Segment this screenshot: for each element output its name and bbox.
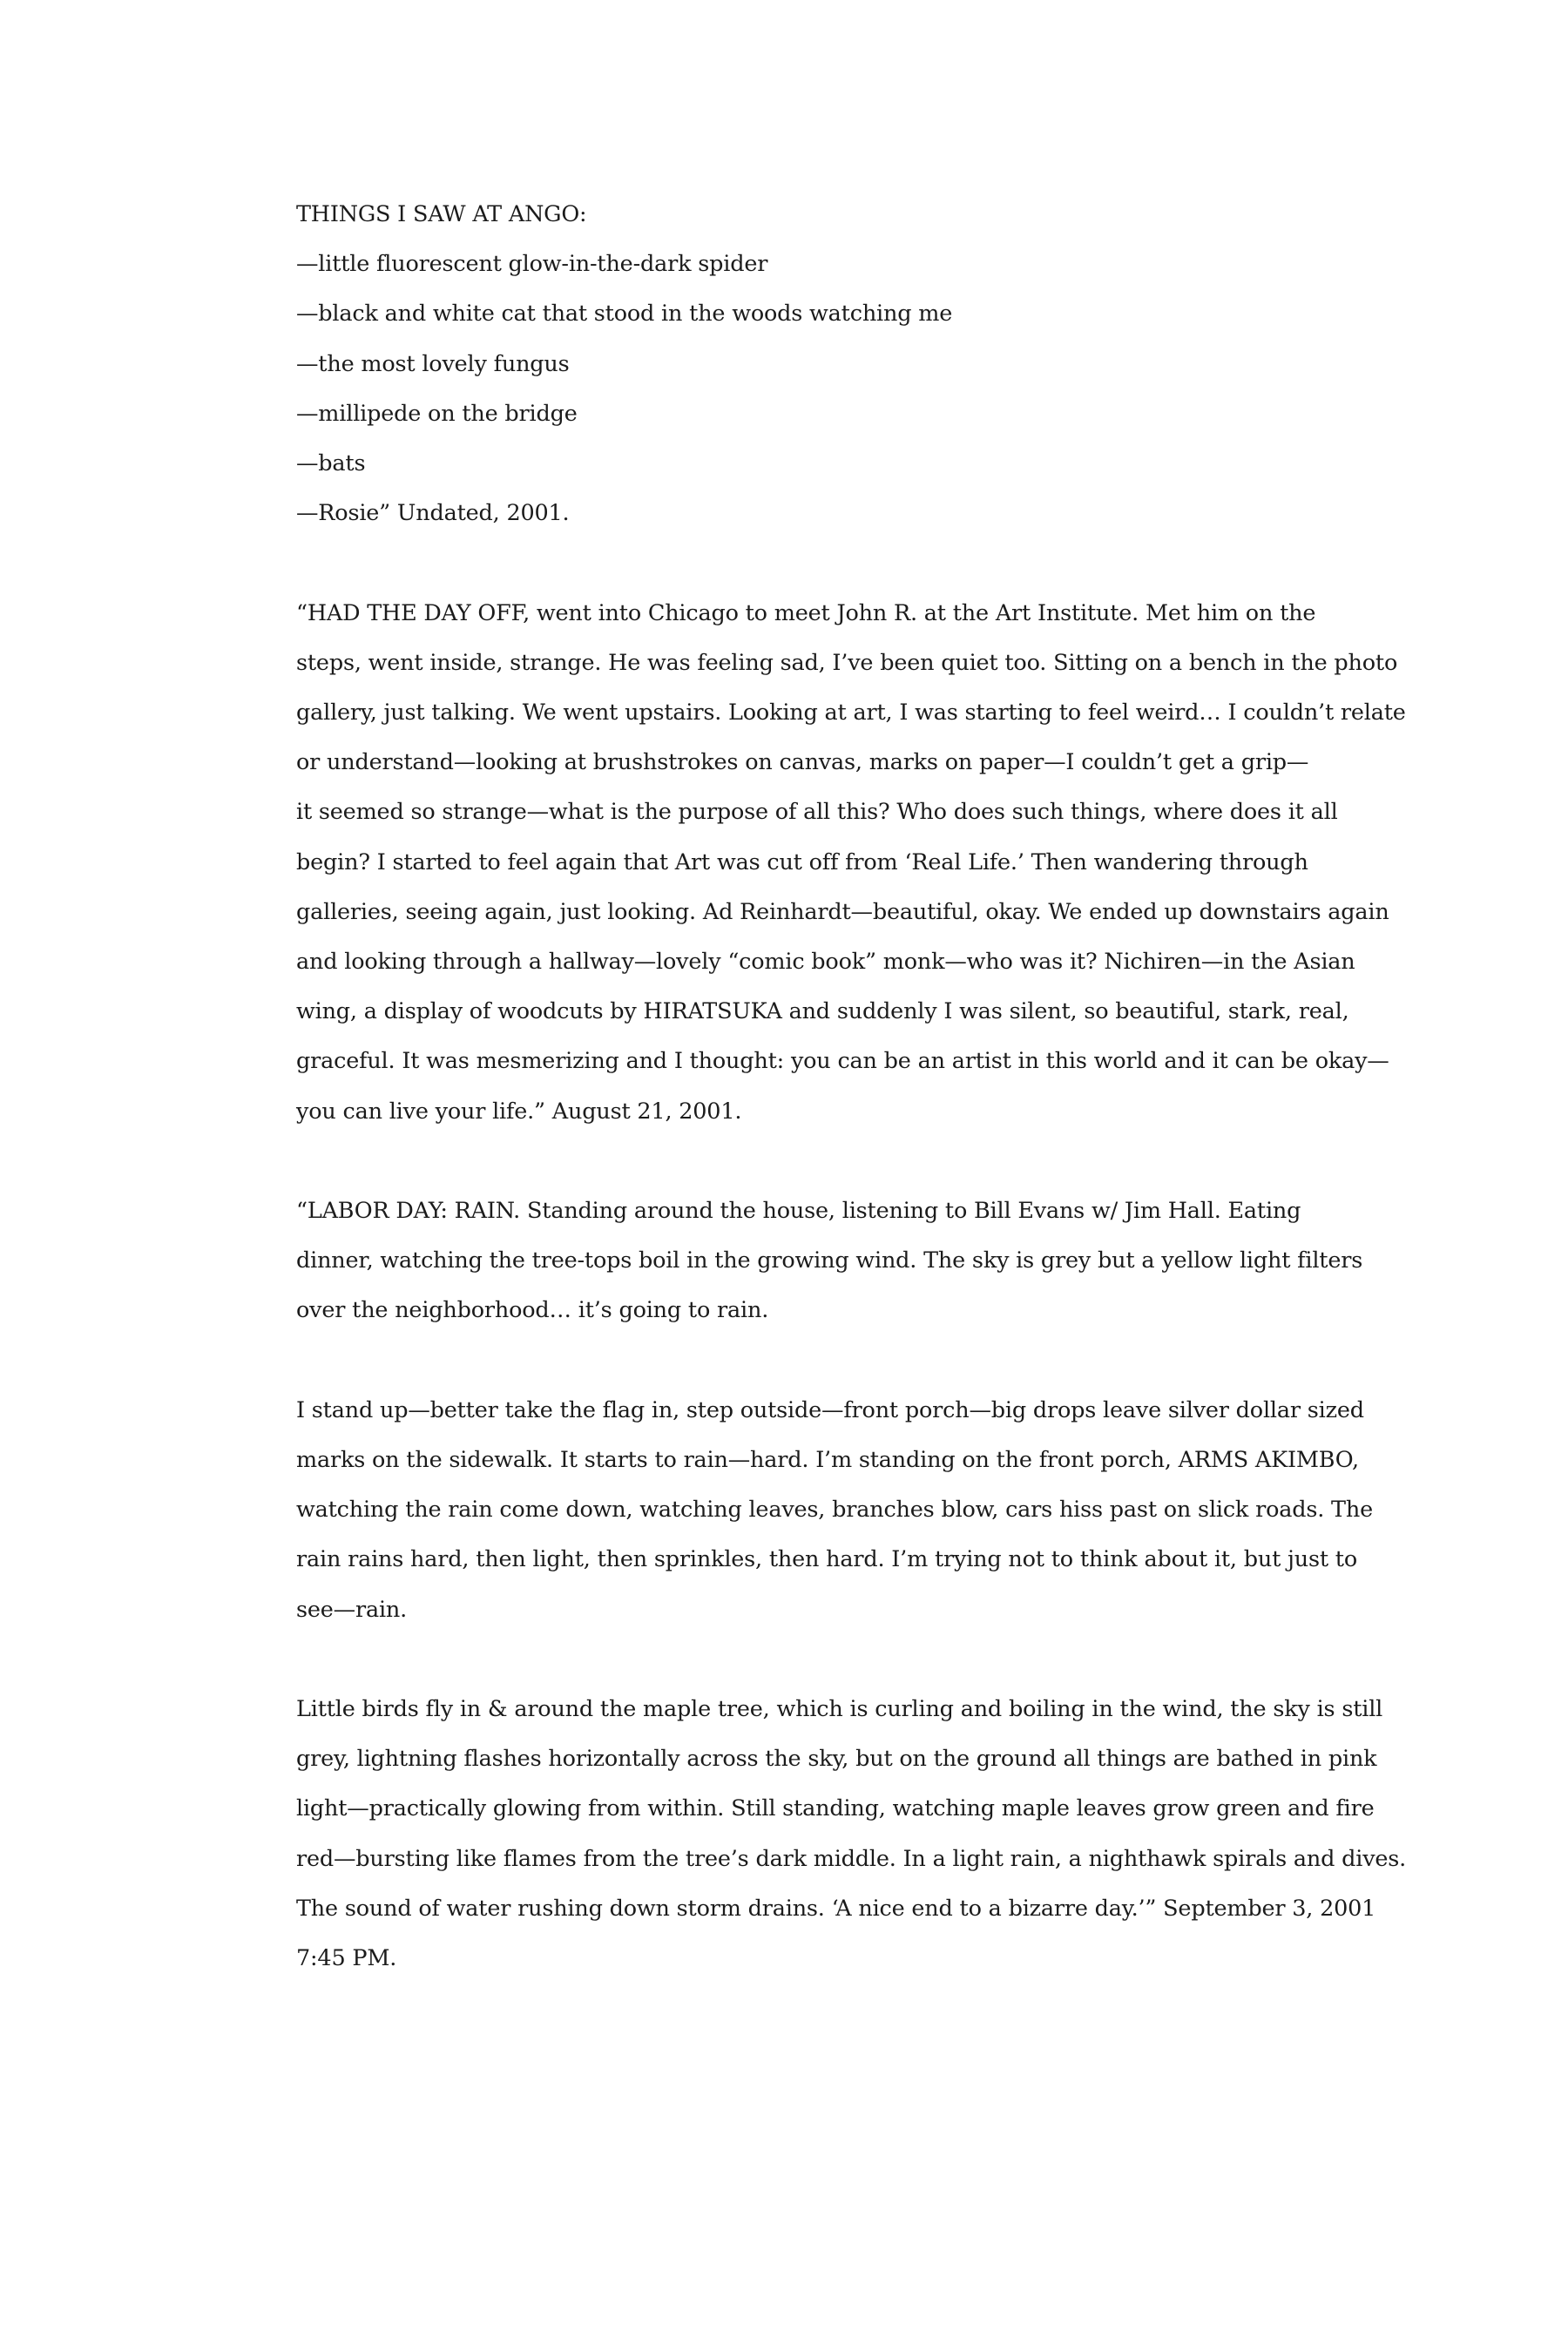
entry-sep3-paragraph-2 bbox=[296, 1386, 1373, 1635]
journal-page bbox=[296, 190, 1407, 1984]
things-list bbox=[296, 190, 1281, 538]
text-line: or understand—looking at brushstrokes on canvas, marks on paper—I couldn’t get a grip— bbox=[296, 749, 1309, 776]
text-line: and looking through a hallway—lovely “comic book” monk—who was it? Nichiren—in the Asian bbox=[296, 949, 1355, 976]
text-line: galleries, seeing again, just looking. Ad Reinhardt—beautiful, okay. We ended up downstairs again bbox=[296, 898, 1389, 925]
text-line: light—practically glowing from within. Still standing, watching maple leaves grow green and fire bbox=[296, 1795, 1375, 1822]
entry-sep3-paragraph-3 bbox=[296, 1685, 1407, 1984]
text-line: over the neighborhood… it’s going to rain. bbox=[296, 1297, 769, 1324]
list-item: —bats bbox=[296, 450, 366, 477]
text-line: grey, lightning flashes horizontally across the sky, but on the ground all things are bathed in pink bbox=[296, 1746, 1377, 1773]
text-line: The sound of water rushing down storm drains. ‘A nice end to a bizarre day.’” September 3, 2001 bbox=[296, 1895, 1376, 1922]
paragraph-gap bbox=[296, 1137, 1281, 1186]
list-heading: THINGS I SAW AT ANGO: bbox=[296, 201, 587, 227]
text-line: Little birds fly in & around the maple tree, which is curling and boiling in the wind, the sky is still bbox=[296, 1696, 1383, 1723]
text-line: “HAD THE DAY OFF, went into Chicago to meet John R. at the Art Institute. Met him on the bbox=[296, 599, 1316, 626]
entry-august-21 bbox=[296, 589, 1406, 1137]
text-line: you can live your life.” August 21, 2001. bbox=[296, 1098, 742, 1125]
text-line: red—bursting like flames from the tree’s dark middle. In a light rain, a nighthawk spirals and dives. bbox=[296, 1845, 1407, 1872]
list-item: —the most lovely fungus bbox=[296, 350, 570, 377]
list-item: —little fluorescent glow-in-the-dark spider bbox=[296, 251, 768, 278]
text-line: dinner, watching the tree-tops boil in the growing wind. The sky is grey but a yellow light filters bbox=[296, 1247, 1363, 1274]
text-line: rain rains hard, then light, then sprinkles, then hard. I’m trying not to think about it, but just to bbox=[296, 1546, 1357, 1573]
text-line: gallery, just talking. We went upstairs. Looking at art, I was starting to feel weird… I couldn’t relate bbox=[296, 700, 1406, 727]
text-line: graceful. It was mesmerizing and I thought: you can be an artist in this world and it can be okay— bbox=[296, 1048, 1389, 1075]
list-item: —black and white cat that stood in the woods watching me bbox=[296, 301, 953, 328]
entry-sep3-paragraph-1 bbox=[296, 1186, 1363, 1336]
list-item: —Rosie” Undated, 2001. bbox=[296, 500, 570, 527]
text-line: it seemed so strange—what is the purpose of all this? Who does such things, where does it all bbox=[296, 799, 1338, 826]
text-line: steps, went inside, strange. He was feeling sad, I’ve been quiet too. Sitting on a bench in the photo bbox=[296, 649, 1398, 676]
text-line: wing, a display of woodcuts by HIRATSUKA and suddenly I was silent, so beautiful, stark, real, bbox=[296, 998, 1349, 1025]
text-line: I stand up—better take the flag in, step outside—front porch—big drops leave silver dollar sized bbox=[296, 1396, 1364, 1423]
text-line: watching the rain come down, watching leaves, branches blow, cars hiss past on slick roads. The bbox=[296, 1497, 1373, 1524]
text-line: see—rain. bbox=[296, 1596, 408, 1623]
paragraph-gap bbox=[296, 1336, 1281, 1386]
text-line: marks on the sidewalk. It starts to rain—hard. I’m standing on the front porch, ARMS AKIMBO, bbox=[296, 1447, 1359, 1474]
list-item: —millipede on the bridge bbox=[296, 400, 578, 427]
paragraph-gap bbox=[296, 538, 1281, 588]
text-line: 7:45 PM. bbox=[296, 1945, 397, 1972]
paragraph-gap bbox=[296, 1635, 1281, 1685]
text-line: “LABOR DAY: RAIN. Standing around the house, listening to Bill Evans w/ Jim Hall. Eating bbox=[296, 1198, 1301, 1225]
text-line: begin? I started to feel again that Art was cut off from ‘Real Life.’ Then wandering through bbox=[296, 848, 1308, 875]
